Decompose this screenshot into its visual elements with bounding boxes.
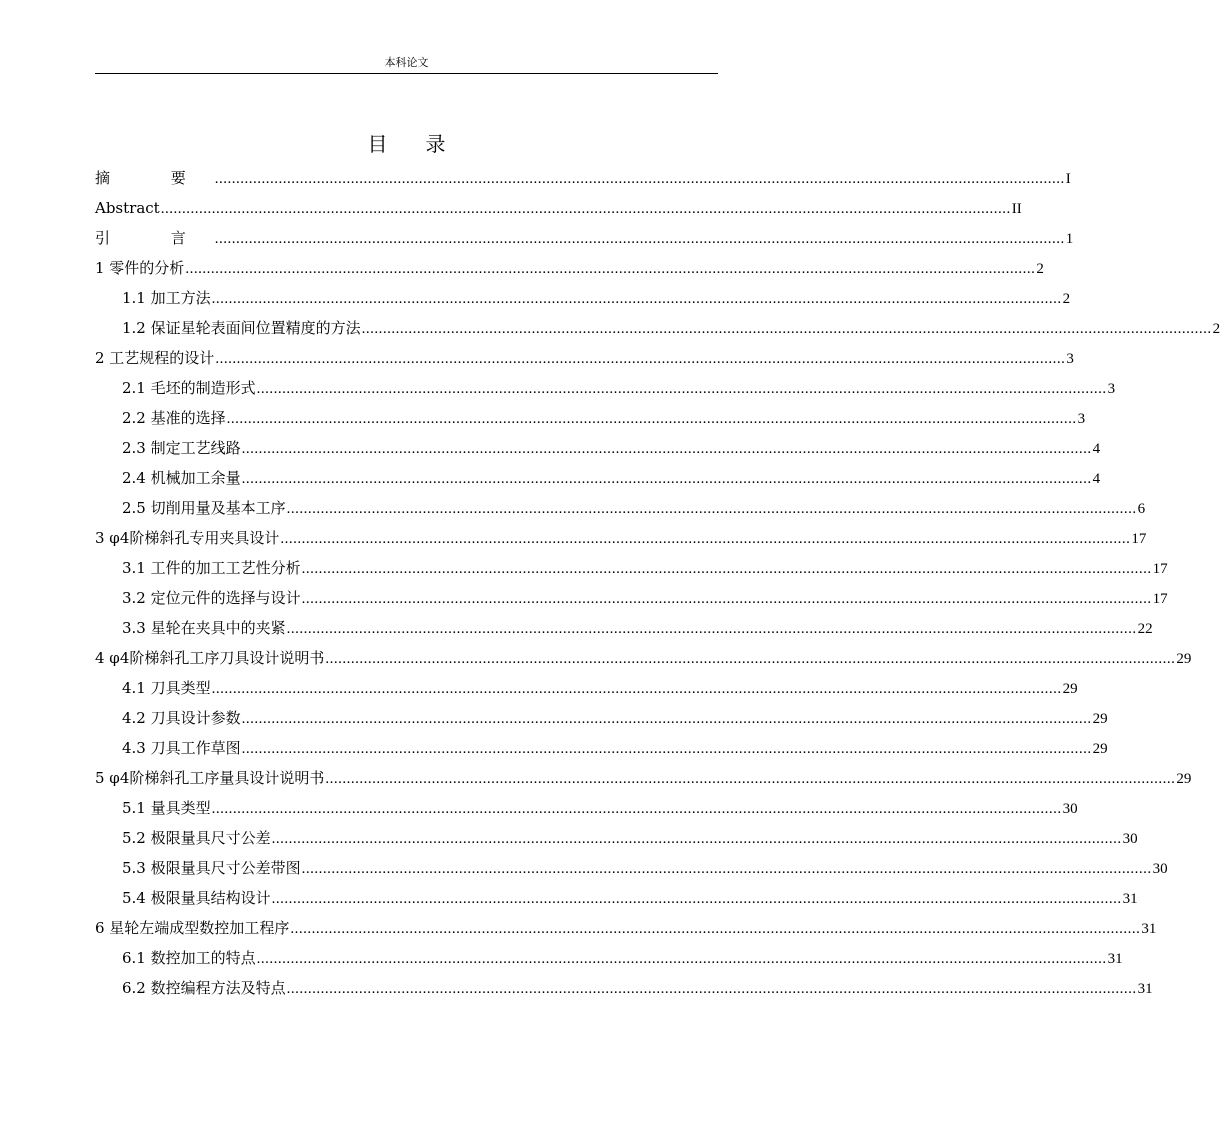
toc-entry-label: 摘 要 [95,169,214,187]
toc-entry-page: 2 [1212,321,1220,337]
toc-leader-dots: ........................................................................................................................................................................................................ [256,951,1107,967]
toc-leader-dots: ........................................................................................................................................................................................................ [271,831,1122,847]
toc-entry[interactable] [95,763,1192,793]
toc-entry-label: 2.1 毛坯的制造形式 [122,379,256,397]
toc-entry-page: 6 [1137,501,1146,517]
toc-entry[interactable] [95,913,1157,943]
toc-entry[interactable] [95,283,1071,313]
toc-entry-page: 31 [1122,891,1138,907]
toc-entry-page: 29 [1092,741,1108,757]
toc-entry-page: 31 [1141,921,1157,937]
toc-entry-page: 30 [1062,801,1078,817]
toc-entry-label: 5 φ4阶梯斜孔工序量具设计说明书 [95,769,325,787]
toc-entry[interactable] [95,733,1108,763]
toc-entry[interactable] [95,313,1220,343]
toc-leader-dots: ........................................................................................................................................................................................................ [301,861,1152,877]
toc-entry-label: 5.3 极限量具尺寸公差带图 [122,859,301,877]
toc-entry[interactable] [95,703,1108,733]
toc-entry-page: 30 [1122,831,1138,847]
toc-leader-dots: ........................................................................................................................................................................................................ [214,231,1065,247]
toc-leader-dots: ........................................................................................................................................................................................................ [325,771,1176,787]
toc-leader-dots: ........................................................................................................................................................................................................ [241,471,1092,487]
toc-leader-dots: ........................................................................................................................................................................................................ [241,741,1092,757]
toc-leader-dots: ........................................................................................................................................................................................................ [325,651,1176,667]
toc-entry[interactable] [95,583,1168,613]
toc-entry[interactable] [95,373,1116,403]
toc-entry-label: 5.1 量具类型 [122,799,211,817]
toc-entry[interactable] [95,493,1146,523]
toc-entry-page: 29 [1176,771,1192,787]
toc-entry[interactable] [95,343,1074,373]
toc-leader-dots: ........................................................................................................................................................................................................ [211,801,1062,817]
toc-entry[interactable] [95,253,1044,283]
toc-entry-page: 30 [1152,861,1168,877]
toc-entry-page: 29 [1176,651,1192,667]
toc-leader-dots: ........................................................................................................................................................................................................ [286,621,1137,637]
toc-entry-page: 17 [1131,531,1147,547]
toc-entry-label: 5.2 极限量具尺寸公差 [122,829,271,847]
toc-leader-dots: ........................................................................................................................................................................................................ [286,501,1137,517]
toc-entry-label: 6.1 数控加工的特点 [122,949,256,967]
toc-entry-label: 2.3 制定工艺线路 [122,439,241,457]
toc-entry-page: 1 [1065,231,1074,247]
toc-entry-page: 3 [1107,381,1116,397]
toc-entry-page: 31 [1137,981,1153,997]
toc-entry[interactable] [95,943,1123,973]
toc-entry[interactable] [95,403,1086,433]
toc-entry-page: 29 [1092,711,1108,727]
toc-leader-dots: ........................................................................................................................................................................................................ [301,591,1152,607]
toc-entry-page: I [1065,171,1071,187]
toc-entry-label: Abstract [95,199,160,217]
toc-entry[interactable] [95,973,1153,1003]
toc-entry[interactable] [95,553,1168,583]
toc-entry-page: 31 [1107,951,1123,967]
toc-entry-label: 引 言 [95,229,214,247]
toc-leader-dots: ........................................................................................................................................................................................................ [290,921,1141,937]
header-divider [95,73,718,74]
toc-entry[interactable] [95,853,1168,883]
toc-entry-page: 17 [1152,561,1168,577]
toc-leader-dots: ........................................................................................................................................................................................................ [211,681,1062,697]
toc-entry-label: 6.2 数控编程方法及特点 [122,979,286,997]
toc-leader-dots: ........................................................................................................................................................................................................ [211,291,1062,307]
toc-leader-dots: ........................................................................................................................................................................................................ [361,321,1212,337]
toc-entry-page: II [1011,201,1022,217]
toc-entry-page: 17 [1152,591,1168,607]
toc-entry[interactable] [95,613,1153,643]
toc-entry-page: 2 [1062,291,1071,307]
toc-entry-page: 22 [1137,621,1153,637]
toc-entry-label: 1.1 加工方法 [122,289,211,307]
toc-leader-dots: ........................................................................................................................................................................................................ [185,261,1036,277]
toc-entry-page: 2 [1036,261,1044,277]
toc-entry[interactable] [95,433,1101,463]
toc-leader-dots: ........................................................................................................................................................................................................ [280,531,1131,547]
toc-entry-page: 3 [1077,411,1086,427]
toc-entry-label: 3.1 工件的加工工艺性分析 [122,559,301,577]
toc-leader-dots: ........................................................................................................................................................................................................ [286,981,1137,997]
toc-entry[interactable] [95,163,1071,193]
toc-leader-dots: ........................................................................................................................................................................................................ [215,351,1066,367]
toc-entry-label: 2.5 切削用量及基本工序 [122,499,286,517]
toc-leader-dots: ........................................................................................................................................................................................................ [271,891,1122,907]
toc-leader-dots: ........................................................................................................................................................................................................ [241,441,1092,457]
toc-entry-label: 3.2 定位元件的选择与设计 [122,589,301,607]
toc-entry-page: 3 [1066,351,1074,367]
toc-leader-dots: ........................................................................................................................................................................................................ [301,561,1152,577]
table-of-contents [95,163,1220,1003]
toc-entry-page: 29 [1062,681,1078,697]
toc-entry-label: 4 φ4阶梯斜孔工序刀具设计说明书 [95,649,325,667]
toc-entry[interactable] [95,193,1022,223]
toc-entry-label: 6 星轮左端成型数控加工程序 [95,919,290,937]
toc-entry[interactable] [95,223,1074,253]
toc-title: 目录 [367,132,484,156]
toc-leader-dots: ........................................................................................................................................................................................................ [160,201,1011,217]
toc-entry[interactable] [95,823,1138,853]
toc-leader-dots: ........................................................................................................................................................................................................ [241,711,1092,727]
toc-entry-label: 4.2 刀具设计参数 [122,709,241,727]
toc-entry-page: 4 [1092,471,1101,487]
toc-entry[interactable] [95,463,1101,493]
toc-entry-label: 2.4 机械加工余量 [122,469,241,487]
toc-entry-label: 1.2 保证星轮表面间位置精度的方法 [122,319,361,337]
toc-entry[interactable] [95,523,1147,553]
toc-entry-label: 4.3 刀具工作草图 [122,739,241,757]
toc-entry-label: 3 φ4阶梯斜孔专用夹具设计 [95,529,280,547]
toc-entry[interactable] [95,793,1078,823]
toc-entry-label: 3.3 星轮在夹具中的夹紧 [122,619,286,637]
toc-entry-label: 1 零件的分析 [95,259,185,277]
toc-leader-dots: ........................................................................................................................................................................................................ [214,171,1065,187]
toc-entry[interactable] [95,883,1138,913]
toc-entry-label: 4.1 刀具类型 [122,679,211,697]
toc-entry-label: 5.4 极限量具结构设计 [122,889,271,907]
toc-leader-dots: ........................................................................................................................................................................................................ [226,411,1077,427]
toc-entry[interactable] [95,673,1078,703]
toc-entry-label: 2.2 基准的选择 [122,409,226,427]
toc-entry[interactable] [95,643,1192,673]
page-header: 本科论文 [384,56,429,69]
toc-entry-page: 4 [1092,441,1101,457]
toc-leader-dots: ........................................................................................................................................................................................................ [256,381,1107,397]
toc-entry-label: 2 工艺规程的设计 [95,349,215,367]
